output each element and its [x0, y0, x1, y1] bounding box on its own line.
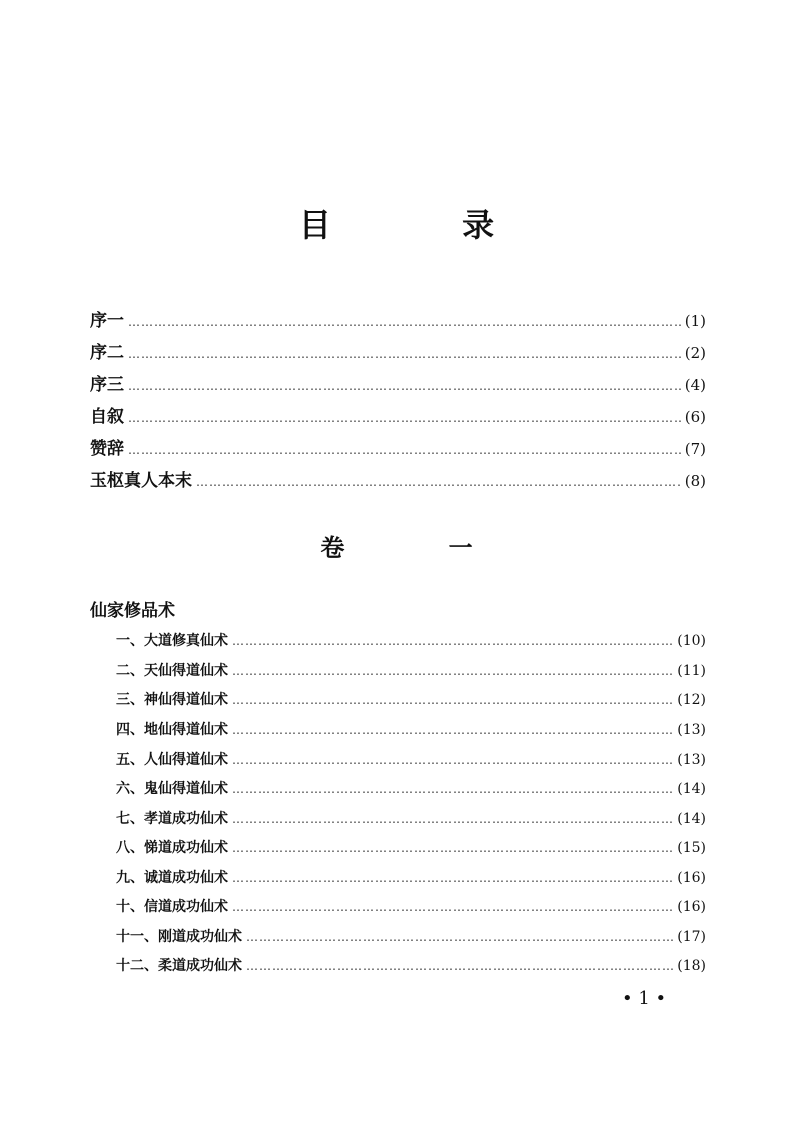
toc-entry-page: (16)	[677, 870, 706, 886]
leader-dots	[232, 812, 673, 826]
leader-dots	[128, 443, 681, 457]
toc-entry[interactable]	[116, 926, 706, 952]
toc-entry-page: (4)	[684, 376, 706, 394]
toc-entry-page: (10)	[677, 633, 706, 649]
toc-entry[interactable]	[116, 867, 706, 893]
toc-entry[interactable]	[116, 719, 706, 745]
leader-dots	[196, 475, 681, 489]
toc-entry-label: 赞辞	[90, 439, 124, 459]
toc-entry-page: (13)	[677, 722, 706, 738]
section-title: 仙家修品术	[90, 601, 175, 621]
toc-entry[interactable]	[116, 630, 706, 656]
toc-entry-label: 序一	[90, 311, 124, 331]
toc-entry-label: 六、鬼仙得道仙术	[116, 781, 228, 797]
toc-entry[interactable]	[90, 434, 706, 460]
toc-entry-label: 一、大道修真仙术	[116, 633, 228, 649]
toc-entry-label: 二、天仙得道仙术	[116, 663, 228, 679]
toc-entry-label: 自叙	[90, 407, 124, 427]
toc-entry-label: 十二、柔道成功仙术	[116, 958, 242, 974]
toc-entry-page: (13)	[677, 752, 706, 768]
toc-entry-label: 十、信道成功仙术	[116, 899, 228, 915]
toc-entry-label: 五、人仙得道仙术	[116, 752, 228, 768]
toc-entry-label: 三、神仙得道仙术	[116, 692, 228, 708]
toc-entry-label: 玉枢真人本末	[90, 471, 192, 491]
leader-dots	[232, 634, 673, 648]
leader-dots	[232, 871, 673, 885]
toc-entry-label: 序三	[90, 375, 124, 395]
toc-entry[interactable]	[116, 778, 706, 804]
toc-entry[interactable]	[90, 338, 706, 364]
toc-entry[interactable]	[116, 689, 706, 715]
toc-entry-label: 七、孝道成功仙术	[116, 811, 228, 827]
toc-entry-page: (18)	[677, 958, 706, 974]
leader-dots	[232, 753, 673, 767]
toc-entry-label: 十一、刚道成功仙术	[116, 929, 242, 945]
toc-entry[interactable]	[116, 808, 706, 834]
toc-entry-page: (16)	[677, 899, 706, 915]
toc-entry[interactable]	[116, 749, 706, 775]
leader-dots	[232, 664, 673, 678]
toc-entry-page: (14)	[677, 781, 706, 797]
page-title: 目 录	[298, 206, 555, 244]
toc-entry-label: 四、地仙得道仙术	[116, 722, 228, 738]
toc-entry-page: (15)	[677, 840, 706, 856]
toc-entry-page: (12)	[677, 692, 706, 708]
toc-entry-page: (7)	[684, 440, 706, 458]
toc-entry-page: (14)	[677, 811, 706, 827]
leader-dots	[232, 782, 673, 796]
toc-entry[interactable]	[116, 896, 706, 922]
toc-entry-label: 八、悌道成功仙术	[116, 840, 228, 856]
toc-entry-page: (17)	[677, 929, 706, 945]
leader-dots	[128, 379, 681, 393]
toc-entry[interactable]	[116, 955, 706, 981]
toc-entry-page: (8)	[684, 472, 706, 490]
page-number: • 1 •	[622, 988, 667, 1009]
leader-dots	[128, 411, 681, 425]
leader-dots	[232, 723, 673, 737]
toc-entry[interactable]	[116, 660, 706, 686]
toc-entry[interactable]	[90, 402, 706, 428]
leader-dots	[246, 930, 673, 944]
leader-dots	[246, 959, 673, 973]
toc-entry-label: 序二	[90, 343, 124, 363]
toc-entry-page: (2)	[684, 344, 706, 362]
toc-entry-page: (1)	[684, 312, 706, 330]
toc-entry-label: 九、诚道成功仙术	[116, 870, 228, 886]
leader-dots	[232, 900, 673, 914]
leader-dots	[128, 315, 681, 329]
leader-dots	[128, 347, 681, 361]
toc-entry[interactable]	[90, 370, 706, 396]
toc-entry-page: (11)	[677, 663, 706, 679]
toc-entry[interactable]	[116, 837, 706, 863]
toc-entry[interactable]	[90, 466, 706, 492]
leader-dots	[232, 693, 673, 707]
toc-entry-page: (6)	[684, 408, 706, 426]
leader-dots	[232, 841, 673, 855]
toc-entry[interactable]	[90, 306, 706, 332]
volume-title: 卷 一	[320, 534, 521, 562]
